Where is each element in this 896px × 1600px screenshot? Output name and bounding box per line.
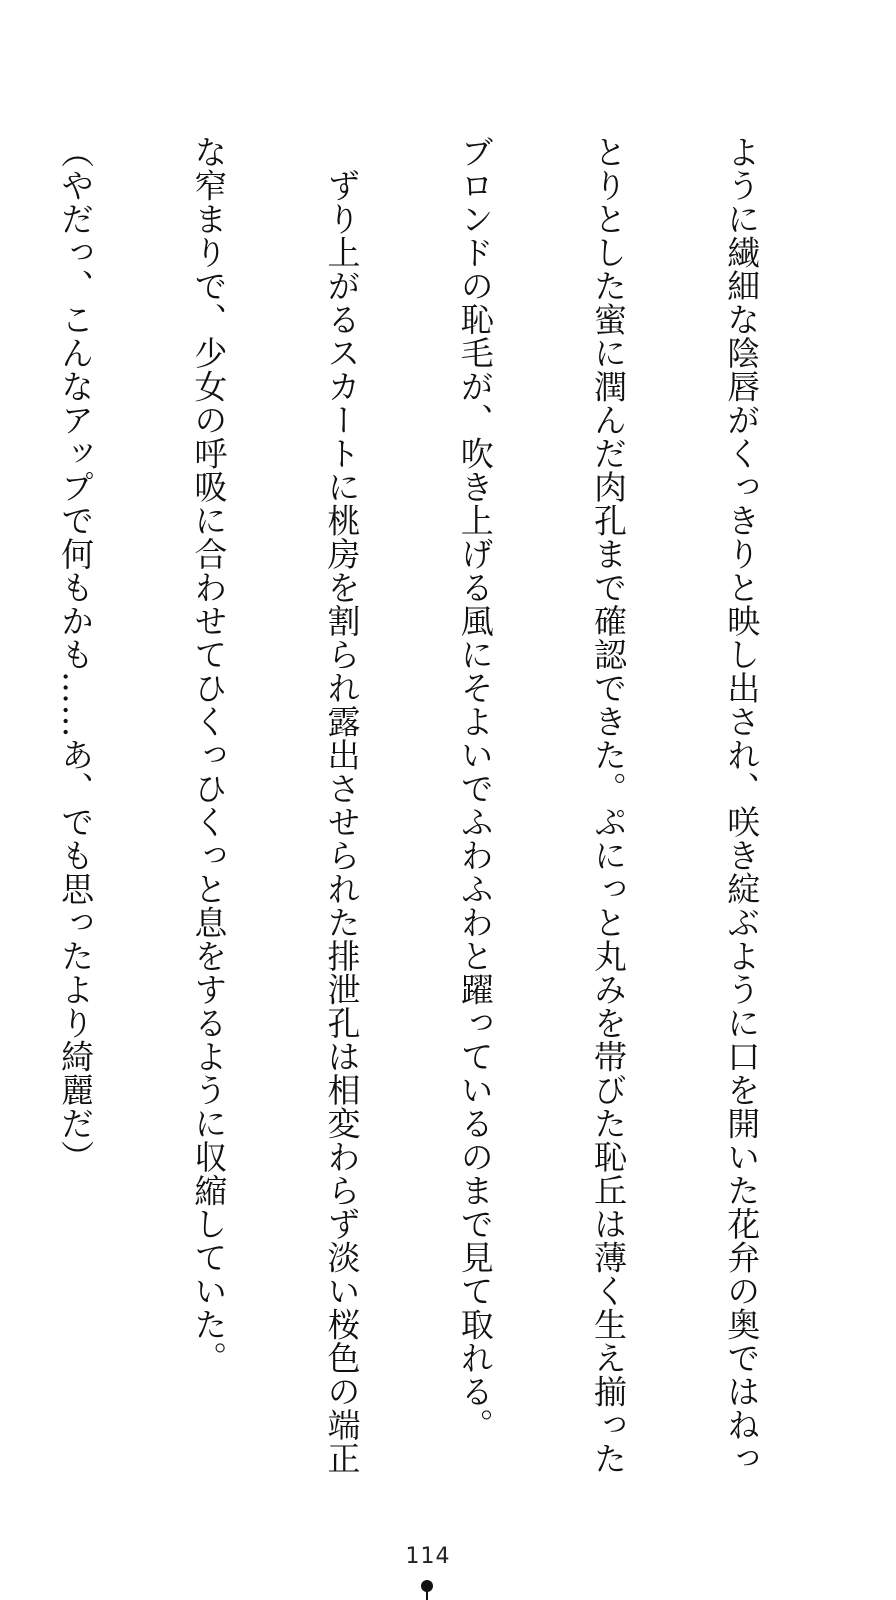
text-line-1: ように繊細な陰唇がくっきりと映し出され、咲き綻ぶように口を開いた花弁の奥ではねっ	[722, 135, 762, 1475]
text-line-4: ずり上がるスカートに桃房を割られ露出させられた排泄孔は相変わらず淡い桜色の端正	[322, 135, 362, 1475]
page-marker-dot-icon	[417, 1579, 437, 1600]
text-line-6: （やだっ、こんなアップで何もかも……あ、でも思ったより綺麗だ）	[56, 135, 96, 1174]
text-line-5: な窄まりで、少女の呼吸に合わせてひくっひくっと息をするように収縮していた。	[189, 135, 229, 1375]
vertical-text-body	[0, 135, 852, 1475]
text-line-2: とりとした蜜に潤んだ肉孔まで確認できた。ぷにっと丸みを帯びた恥丘は薄く生え揃った	[588, 135, 628, 1475]
text-line-3: ブロンドの恥毛が、吹き上げる風にそよいでふわふわと躍っているのまで見て取れる。	[455, 135, 495, 1442]
page-number: 114	[405, 1544, 451, 1569]
